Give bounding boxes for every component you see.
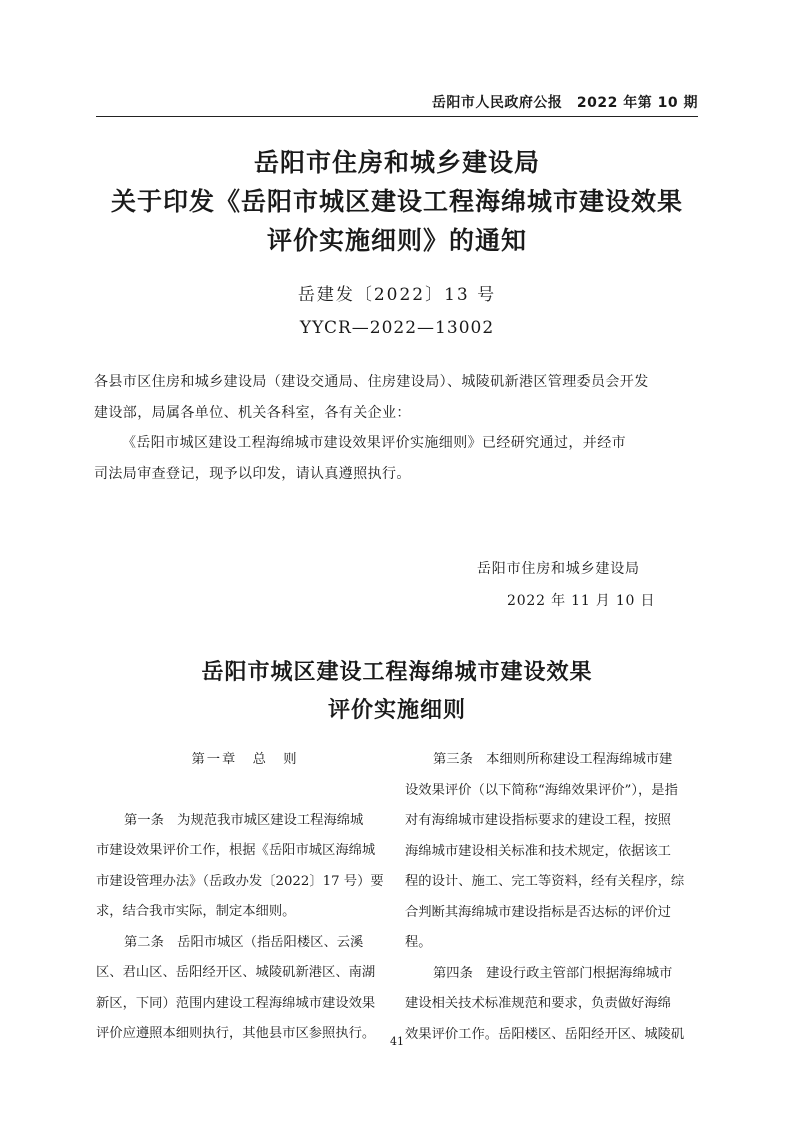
regulation-title-line: 岳阳市城区建设工程海绵城市建设效果 [201, 659, 593, 685]
article-line: 程的设计、施工、完工等资料，经有关程序，综 [405, 874, 685, 889]
document-code: YYCR—2022—13002 [299, 318, 495, 338]
issue-date: 2022 年 11 月 10 日 [507, 593, 656, 609]
article-line: 求，结合我市实际，制定本细则。 [96, 904, 296, 919]
article-line: 建设相关技术标准规范和要求，负责做好海绵 [405, 996, 671, 1011]
article-3 [405, 745, 697, 959]
article-line: 效果评价工作。岳阳楼区、岳阳经开区、城陵矶 [405, 1026, 685, 1042]
notice-title-line: 岳阳市住房和城乡建设局 [253, 148, 540, 177]
notice-title-line: 评价实施细则》的通知 [266, 226, 527, 255]
article-line: 区、君山区、岳阳经开区、城陵矶新港区、南湖 [96, 965, 376, 980]
addressee-line: 各县市区住房和城乡建设局（建设交通局、住房建设局）、城陵矶新港区管理委员会开发 [94, 374, 649, 390]
addressee-paragraph [94, 367, 704, 429]
article-line: 评价应遵照本细则执行，其他县市区参照执行。 [96, 1026, 376, 1041]
article-line: 程。 [405, 935, 432, 950]
article-line: 市建设效果评价工作，根据《岳阳市城区海绵城 [96, 843, 376, 858]
notice-title-line: 关于印发《岳阳市城区建设工程海绵城市建设效果 [110, 187, 683, 216]
page-number: 41 [390, 1035, 404, 1048]
publication-header: 岳阳市人民政府公报 2022 年第 10 期 [431, 95, 698, 111]
regulation-title-line: 评价实施细则 [327, 697, 466, 723]
article-line: 第三条 本细则所称建设工程海绵城市建 [433, 752, 673, 767]
article-line: 第四条 建设行政主管部门根据海绵城市 [433, 965, 673, 981]
notice-title [0, 143, 794, 260]
article-line: 设效果评价（以下简称“海绵效果评价”），是指 [405, 782, 678, 798]
chapter-heading: 第一章 总 则 [191, 752, 299, 767]
left-column [96, 745, 388, 1050]
article-line: 第一条 为规范我市城区建设工程海绵城 [124, 812, 364, 828]
notice-body-line: 《岳阳市城区建设工程海绵城市建设效果评价实施细则》已经研究通过，并经市 [122, 435, 626, 451]
addressee-line: 建设部，局属各单位、机关各科室，各有关企业： [94, 405, 411, 421]
article-1 [96, 806, 388, 928]
article-line: 市建设管理办法》（岳政办发〔2022〕17 号）要 [96, 873, 384, 889]
article-2 [96, 928, 388, 1050]
article-line: 新区，下同）范围内建设工程海绵城市建设效果 [96, 995, 376, 1011]
document-number: 岳建发〔2022〕13 号 [297, 285, 497, 305]
article-line: 对有海绵城市建设指标要求的建设工程，按照 [405, 813, 671, 828]
spacer [96, 776, 388, 806]
issuer-signature: 岳阳市住房和城乡建设局 [477, 561, 640, 577]
article-line: 第二条 岳阳市城区（指岳阳楼区、云溪 [124, 934, 364, 950]
article-line: 合判断其海绵城市建设指标是否达标的评价过 [405, 904, 671, 920]
regulation-title [0, 653, 794, 729]
header-divider [96, 116, 698, 117]
article-line: 海绵城市建设相关标准和技术规定，依据该工 [405, 843, 671, 859]
notice-body-line: 司法局审查登记，现予以印发，请认真遵照执行。 [94, 466, 411, 482]
notice-body-paragraph [94, 428, 704, 490]
right-column [405, 745, 697, 1050]
